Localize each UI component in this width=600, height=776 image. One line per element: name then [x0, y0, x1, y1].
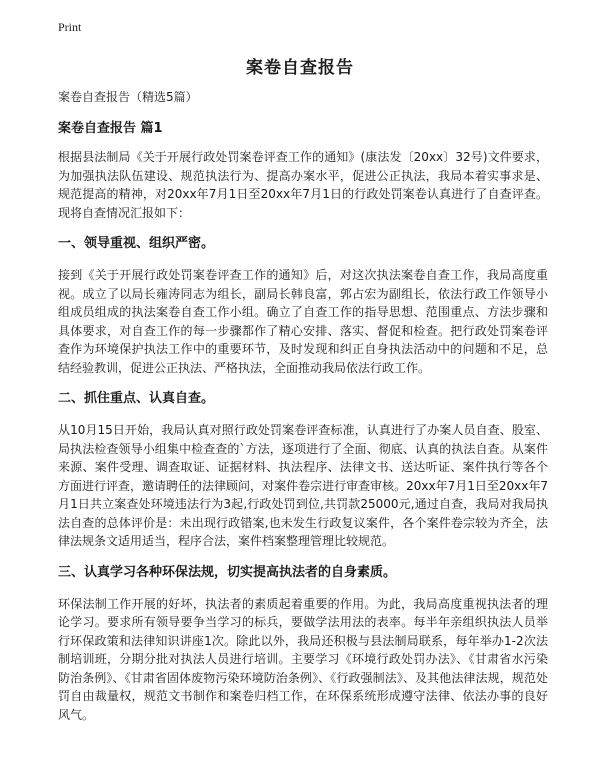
print-label[interactable]: Print: [58, 20, 82, 34]
document-subtitle: 案卷自查报告（精选5篇）: [58, 90, 198, 104]
intro-paragraph: 根据县法制局《关于开展行政处罚案卷评查工作的通知》(康法发〔20xx〕32号)文件要求，为加强执法队伍建设、规范执法行为、提高办案水平，促进公正执法，我局本着实事求是、规范提高的精神，对20xx年7月1日至20xx年7月1日的行政处罚案卷认真进行了自查评查。现将自查情况汇报如下：: [58, 150, 548, 220]
section-heading: 案卷自查报告 篇1: [58, 121, 163, 136]
paragraph-3: 环保法制工作开展的好坏，执法者的素质起着重要的作用。为此，我局高度重视执法者的理论学习。要求所有领导要争当学习的标兵，要做学法用法的表率。每半年亲组织执法人员举行环保政策和法律知识讲座1次。除此以外，我局还积极与县法制局联系，每年举办1-2次法制培训班，分期分批对执法人员进行培训。主要学习《环境行政处罚办法》、《甘肃省水污染防治条例》、《甘肃省固体废物污染环境防治条例》、《行政强制法》、及其他法律法规，规范处罚自由裁量权，规范文书制作和案卷归档工作，在环保系统形成遵守法律、依法办事的良好风气。: [58, 596, 548, 722]
document-title: 案卷自查报告: [246, 58, 354, 78]
document-body: [58, 88, 548, 737]
heading-2: 二、抓住重点、认真自查。: [58, 391, 215, 406]
paragraph-1: 接到《关于开展行政处罚案卷评查工作的通知》后，对这次执法案卷自查工作，我局高度重视。成立了以局长雍涛同志为组长，副局长韩良富，郭占宏为副组长，依法行政工作领导小组成员组成的执法案卷自查工作小组。确立了自查工作的指导思想、范围重点、方法步骤和具体要求，对自查工作的每一步骤都作了精心安排、落实、督促和检查。把行政处罚案卷评查作为环境保护执法工作中的重要环节，及时发现和纠正自身执法活动中的问题和不足，总结经验教训，促进公正执法、严格执法，全面推动我局依法行政工作。: [58, 268, 548, 375]
heading-1: 一、领导重视、组织严密。: [58, 236, 215, 251]
paragraph-2: 从10月15日开始，我局认真对照行政处罚案卷评查标准，认真进行了办案人员自查、股室、局执法检查领导小组集中检查查的`方法，逐项进行了全面、彻底、认真的执法自查。从案件来源、案件受理、调查取证、证据材料、执法程序、法律文书、送达听证、案件执行等各个方面进行评查，邀请聘任的法律顾问，对案件卷宗进行审查审核。20xx年7月1日至20xx年7月1日共立案查处环境违法行为3起,行政处罚到位,共罚款25000元,通过自查，我局对我局执法自查的总体评价是：未出现行政错案,也未发生行政复议案件，各个案件卷宗较为齐全，法律法规条文适用适当，程序合法，案件档案整理管理比较规范。: [58, 423, 548, 548]
heading-3: 三、认真学习各种环保法规，切实提高执法者的自身素质。: [58, 564, 397, 580]
